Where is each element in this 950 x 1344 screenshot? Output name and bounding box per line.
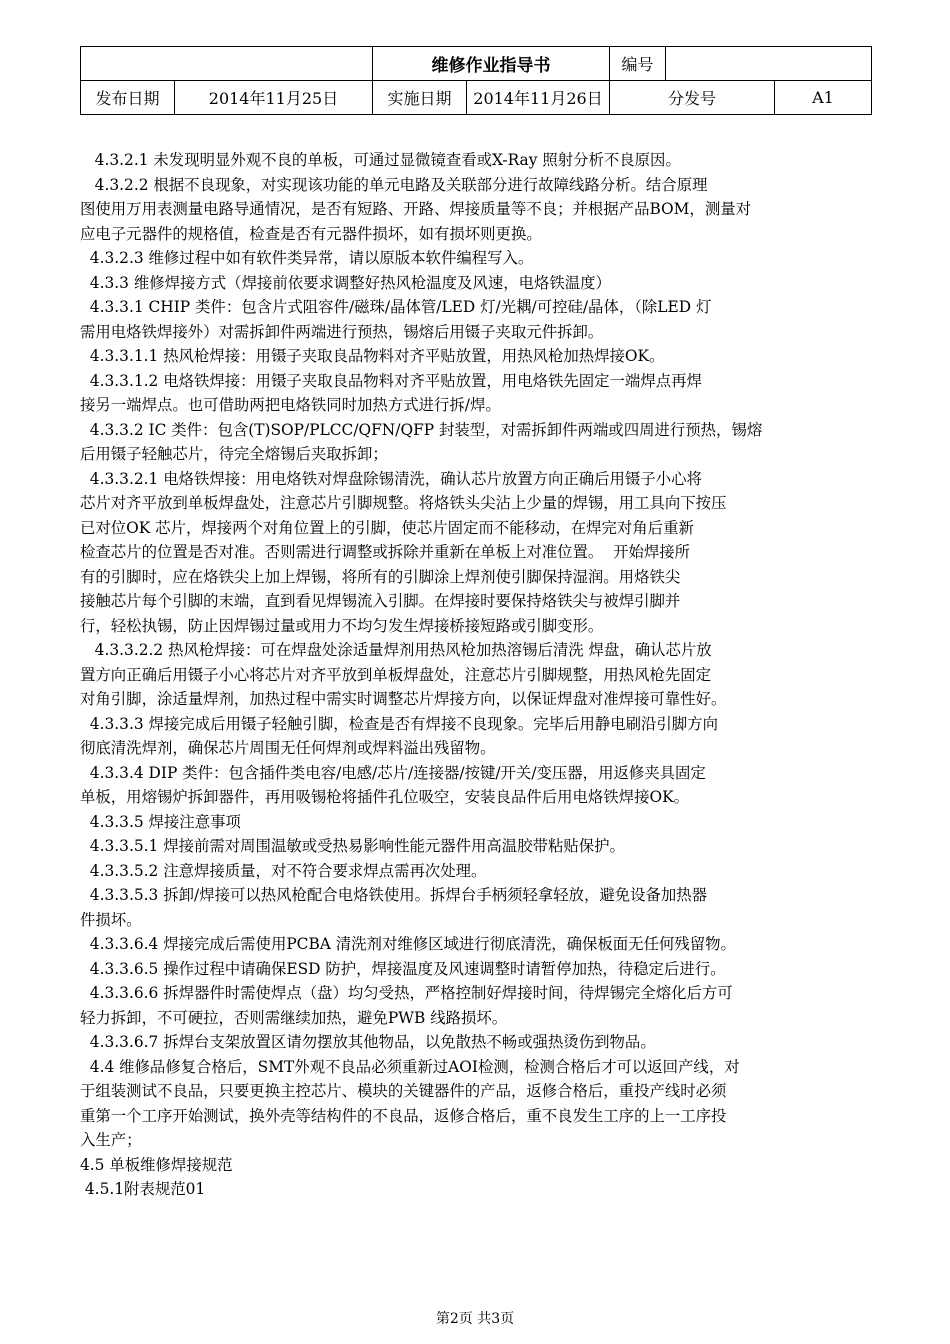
text-line: 单板，用熔锡炉拆卸器件，再用吸锡枪将插件孔位吸空，安装良品件后用电烙铁焊接OK。 <box>80 788 689 806</box>
header-table <box>80 46 872 115</box>
implement-date-label: 实施日期 <box>373 81 467 115</box>
text-line: 需用电烙铁焊接外）对需拆卸件两端进行预热，锡熔后用镊子夹取元件拆卸。 <box>80 322 604 341</box>
text-line: 轻力拆卸，不可硬拉，否则需继续加热，避免PWB 线路损坏。 <box>80 1008 508 1027</box>
text-line: 4.3.3.6.4 焊接完成后需使用PCBA 清洗剂对维修区域进行彻底清洗，确保板面无任何残留物。 <box>80 935 736 953</box>
text-line: 4.3.2.1 未发现明显外观不良的单板，可通过显微镜查看或X-Ray 照射分析不良原因。 <box>80 151 681 169</box>
text-line: 4.3.3.3 焊接完成后用镊子轻触引脚，检查是否有焊接不良现象。完毕后用静电刷沿引脚方向 <box>80 714 718 733</box>
publish-date-label: 发布日期 <box>81 81 175 115</box>
text-line: 对角引脚，涂适量焊剂，加热过程中需实时调整芯片焊接方向，以保证焊盘对准焊接可靠性好。 <box>80 690 727 708</box>
text-line: 4.3.3.2.2 热风枪焊接：可在焊盘处涂适量焊剂用热风枪加热溶锡后清洗 焊盘，确认芯片放 <box>80 641 712 659</box>
header-row-title <box>81 47 872 81</box>
text-line: 4.3.3.1.2 电烙铁焊接：用镊子夹取良品物料对齐平贴放置，用电烙铁先固定一端焊点再焊 <box>80 371 702 390</box>
text-line: 4.3.3.2.1 电烙铁焊接：用电烙铁对焊盘除锡清洗，确认芯片放置方向正确后用镊子小心将 <box>80 469 702 488</box>
publish-date-value: 2014年11月25日 <box>175 81 373 115</box>
text-line: 有的引脚时，应在烙铁尖上加上焊锡，将所有的引脚涂上焊剂使引脚保持湿润。用烙铁尖 <box>80 567 681 586</box>
text-line: 4.3.3.4 DIP 类件：包含插件类电容/电感/芯片/连接器/按键/开关/变压器，用返修夹具固定 <box>80 763 706 782</box>
distribution-label: 分发号 <box>610 81 775 115</box>
number-label: 编号 <box>610 47 666 81</box>
text-line: 4.3.3.6.6 拆焊器件时需使焊点（盘）均匀受热，严格控制好焊接时间，待焊锡完全熔化后方可 <box>80 984 733 1002</box>
text-line: 入生产； <box>80 1131 142 1149</box>
text-line: 4.3.3.1.1 热风枪焊接：用镊子夹取良品物料对齐平贴放置，用热风枪加热焊接OK。 <box>80 347 665 365</box>
document-body <box>80 148 872 1202</box>
text-line: 图使用万用表测量电路导通情况，是否有短路、开路、焊接质量等不良；并根据产品BOM，测量对 <box>80 200 751 218</box>
text-line: 件损坏。 <box>80 910 142 929</box>
text-line: 4.3.3.1 CHIP 类件：包含片式阻容件/磁珠/晶体管/LED 灯/光耦/可控硅/晶体，（除LED 灯 <box>80 298 712 316</box>
text-line: 重第一个工序开始测试，换外壳等结构件的不良品，返修合格后，重不良发生工序的上一工序投 <box>80 1106 727 1125</box>
implement-date-value: 2014年11月26日 <box>467 81 610 115</box>
document-title: 维修作业指导书 <box>373 47 610 81</box>
text-line: 4.3.3 维修焊接方式（焊接前依要求调整好热风枪温度及风速，电烙铁温度） <box>80 273 611 292</box>
text-line: 4.3.3.6.7 拆焊台支架放置区请勿摆放其他物品，以免散热不畅或强热烫伤到物品。 <box>80 1033 656 1051</box>
distribution-value: A1 <box>775 81 872 115</box>
text-line: 已对位OK 芯片，焊接两个对角位置上的引脚，使芯片固定而不能移动，在焊完对角后重新 <box>80 518 694 537</box>
text-line: 4.3.3.5.1 焊接前需对周围温敏或受热易影响性能元器件用高温胶带粘贴保护。 <box>80 837 625 855</box>
text-line: 4.3.2.2 根据不良现象，对实现该功能的单元电路及关联部分进行故障线路分析。结合原理 <box>80 175 708 194</box>
text-line: 4.3.2.3 维修过程中如有软件类异常，请以原版本软件编程写入。 <box>80 249 534 267</box>
header-row-dates <box>81 81 872 115</box>
text-line: 置方向正确后用镊子小心将芯片对齐平放到单板焊盘处，注意芯片引脚规整，用热风枪先固定 <box>80 665 712 684</box>
text-line: 接另一端焊点。也可借助两把电烙铁同时加热方式进行拆/焊。 <box>80 396 501 414</box>
text-line: 接触芯片每个引脚的末端，直到看见焊锡流入引脚。在焊接时要保持烙铁尖与被焊引脚并 <box>80 592 681 610</box>
number-value <box>666 47 872 81</box>
text-line: 于组装测试不良品，只要更换主控芯片、模块的关键器件的产品，返修合格后，重投产线时必须 <box>80 1082 727 1100</box>
text-line: 检查芯片的位置是否对准。否则需进行调整或拆除并重新在单板上对准位置。 开始焊接所 <box>80 543 691 561</box>
text-line: 4.5 单板维修焊接规范 <box>80 1155 233 1174</box>
text-line: 4.3.3.5.2 注意焊接质量，对不符合要求焊点需再次处理。 <box>80 861 487 880</box>
text-line: 后用镊子轻触芯片，待完全熔锡后夹取拆卸； <box>80 445 388 463</box>
page-footer: 第2页 共3页 <box>435 1311 515 1327</box>
text-line: 4.5.1附表规范01 <box>80 1180 206 1198</box>
text-line: 4.3.3.5 焊接注意事项 <box>80 812 241 831</box>
text-line: 4.3.3.2 IC 类件：包含(T)SOP/PLCC/QFN/QFP 封装型，对需拆卸件两端或四周进行预热，锡熔 <box>80 420 763 439</box>
text-line: 4.3.3.6.5 操作过程中请确保ESD 防护，焊接温度及风速调整时请暂停加热，待稳定后进行。 <box>80 959 726 978</box>
text-line: 彻底清洗焊剂，确保芯片周围无任何焊剂或焊料溢出残留物。 <box>80 739 496 757</box>
text-line: 行，轻松执锡，防止因焊锡过量或用力不均匀发生焊接桥接短路或引脚变形。 <box>80 616 604 635</box>
text-line: 芯片对齐平放到单板焊盘处，注意芯片引脚规整。将烙铁头尖沾上少量的焊锡，用工具向下按压 <box>80 494 727 512</box>
header-blank-cell <box>81 47 373 81</box>
text-line: 4.3.3.5.3 拆卸/焊接可以热风枪配合电烙铁使用。拆焊台手柄须轻拿轻放，避免设备加热器 <box>80 886 708 904</box>
text-line: 4.4 维修品修复合格后，SMT外观不良品必须重新过AOI检测，检测合格后才可以返回产线，对 <box>80 1057 740 1076</box>
text-line: 应电子元器件的规格值，检查是否有元器件损坏，如有损坏则更换。 <box>80 224 542 243</box>
